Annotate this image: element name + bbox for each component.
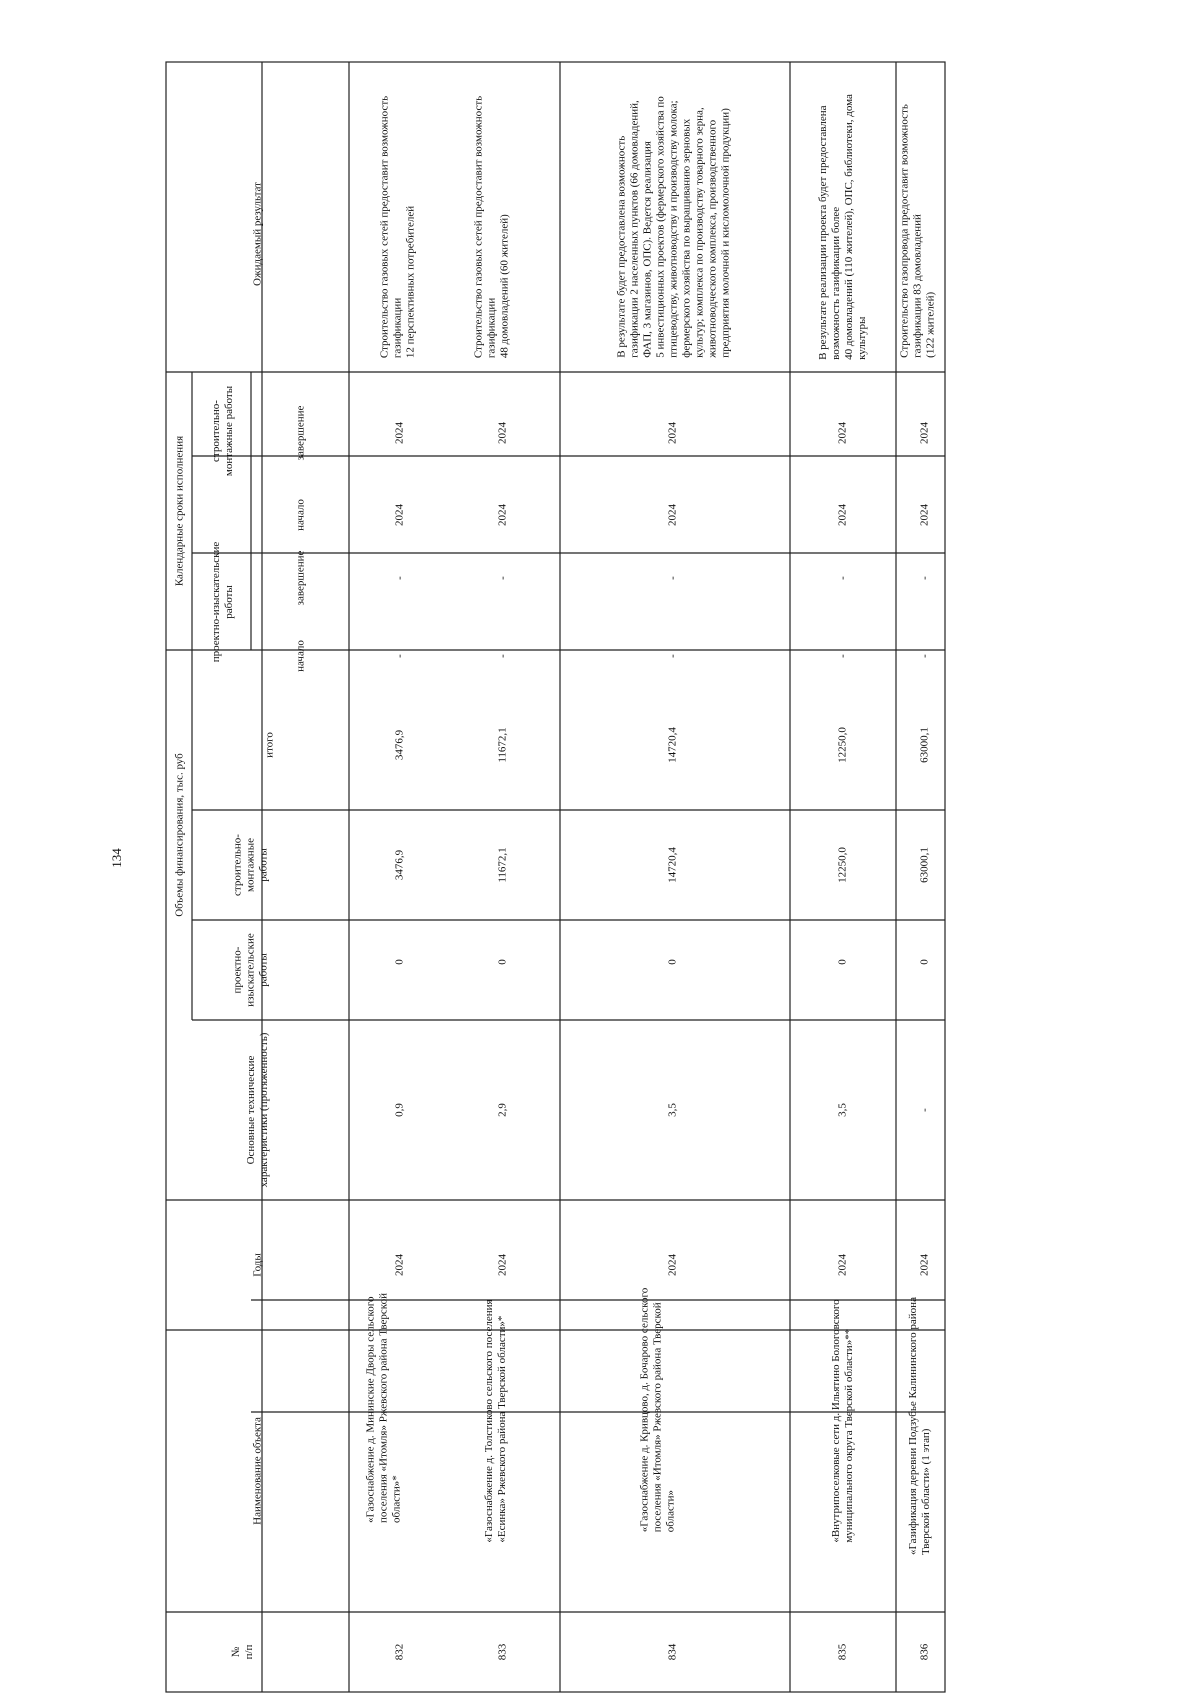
object-name: «Газификация деревни Подзубье Калининского района Тверской области» (1 этап) (907, 1297, 932, 1555)
fin-construction: 14720,4 (666, 847, 679, 883)
construction-start: 2024 (918, 504, 931, 526)
design-start: - (666, 654, 679, 658)
expected-result: Строительство газовых сетей предоставит возможность газификации 12 перспективных потребителей (378, 95, 417, 359)
design-start: - (393, 654, 406, 658)
header-schedule: Календарные сроки исполнения (173, 435, 186, 587)
expected-result: Строительство газопровода предоставит возможность газификации 83 домовладений (122 жителей) (898, 104, 937, 358)
expected-result: В результате будет предоставлена возможность газификации 2 населенных пунктов (66 домовладений, ФАП, 3 магазинов, ОПС). Ведется реализация 5 инвестиционных проектов (фермерского хозяйства по птицеводству, животноводству и производству молока; фермерского хозяйства по выращиванию зерновых культур; комплекса по производству товарного зерна, животноводческого комплекса, производственного предприятия молочной и кисломолочной продукции) (615, 96, 732, 358)
row-number: 834 (666, 1643, 679, 1661)
page-number: 134 (109, 848, 124, 868)
design-end: - (393, 576, 406, 580)
header-number: № п/п (230, 1644, 255, 1660)
row-number: 836 (918, 1643, 931, 1661)
fin-total: 63000,1 (918, 727, 931, 763)
object-name: «Газоснабжение д. Кривцово, д. Бочарово сельского поселения «Итомля» Ржевского района Тверской области» (638, 1287, 677, 1533)
construction-end: 2024 (666, 422, 679, 444)
tech-value: 2,9 (496, 1103, 509, 1117)
year: 2024 (496, 1254, 509, 1276)
design-start: - (836, 654, 849, 658)
construction-end: 2024 (836, 422, 849, 444)
row-number: 835 (836, 1643, 849, 1661)
fin-construction: 63000,1 (918, 847, 931, 883)
construction-end: 2024 (393, 422, 406, 444)
expected-result: Строительство газовых сетей предоставит возможность газификации 48 домовладений (60 жителей) (472, 95, 511, 359)
header-finance: Объемы финансирования, тыс. руб (173, 753, 186, 917)
year: 2024 (666, 1254, 679, 1276)
header-construction-start: начало (294, 499, 307, 531)
header-fin-design: проектно- изыскательские работы (231, 933, 270, 1007)
object-name: «Внутрипоселковые сети д. Ильятино Бологовского муниципального округа Тверской области»** (830, 1299, 855, 1543)
construction-end: 2024 (918, 422, 931, 444)
fin-total: 11672,1 (496, 727, 509, 763)
design-end: - (836, 576, 849, 580)
expected-result: В результате реализации проекта будет предоставлена возможность газификации более 40 домовладений (110 жителей), ОПС, библиотеки, дома культуры (817, 94, 868, 360)
header-sched-design: проектно-изыскательские работы (210, 541, 235, 663)
year: 2024 (918, 1254, 931, 1276)
row-number: 833 (496, 1643, 509, 1661)
fin-total: 12250,0 (836, 727, 849, 763)
header-years: Годы (251, 1253, 264, 1277)
tech-value: 0,9 (393, 1103, 406, 1117)
construction-end: 2024 (496, 422, 509, 444)
fin-design: 0 (393, 959, 406, 965)
header-construction-end: завершение (294, 405, 307, 461)
fin-construction: 11672,1 (496, 847, 509, 883)
construction-start: 2024 (393, 504, 406, 526)
fin-total: 14720,4 (666, 727, 679, 763)
header-tech: Основные технические характеристики (протяженность) (245, 1032, 270, 1188)
header-result: Ожидаемый результат (251, 182, 264, 286)
row-number: 832 (393, 1643, 406, 1661)
tech-value: 3,5 (666, 1103, 679, 1117)
construction-start: 2024 (666, 504, 679, 526)
header-sched-construction: строительно- монтажные работы (210, 385, 235, 477)
object-name: «Газоснабжение д. Мининские Дворы сельского поселения «Итомля» Ржевского района Тверской области»* (364, 1293, 403, 1523)
design-start: - (918, 654, 931, 658)
construction-start: 2024 (496, 504, 509, 526)
fin-construction: 3476,9 (393, 849, 406, 881)
design-start: - (496, 654, 509, 658)
fin-design: 0 (496, 959, 509, 965)
design-end: - (666, 576, 679, 580)
tech-value: - (918, 1108, 931, 1112)
fin-design: 0 (918, 959, 931, 965)
design-end: - (918, 576, 931, 580)
header-name: Наименование объекта (251, 1417, 264, 1525)
header-design-start: начало (294, 640, 307, 672)
header-fin-total: итого (263, 732, 276, 758)
object-name: «Газоснабжение д. Толстиково сельского поселения «Есинка» Ржевского района Тверской области»* (483, 1299, 508, 1543)
fin-total: 3476,9 (393, 729, 406, 761)
tech-value: 3,5 (836, 1103, 849, 1117)
construction-start: 2024 (836, 504, 849, 526)
fin-construction: 12250,0 (836, 847, 849, 883)
design-end: - (496, 576, 509, 580)
year: 2024 (393, 1254, 406, 1276)
header-design-end: завершение (294, 550, 307, 606)
fin-design: 0 (836, 959, 849, 965)
year: 2024 (836, 1254, 849, 1276)
fin-design: 0 (666, 959, 679, 965)
header-fin-construction: строительно- монтажные работы (231, 834, 270, 896)
